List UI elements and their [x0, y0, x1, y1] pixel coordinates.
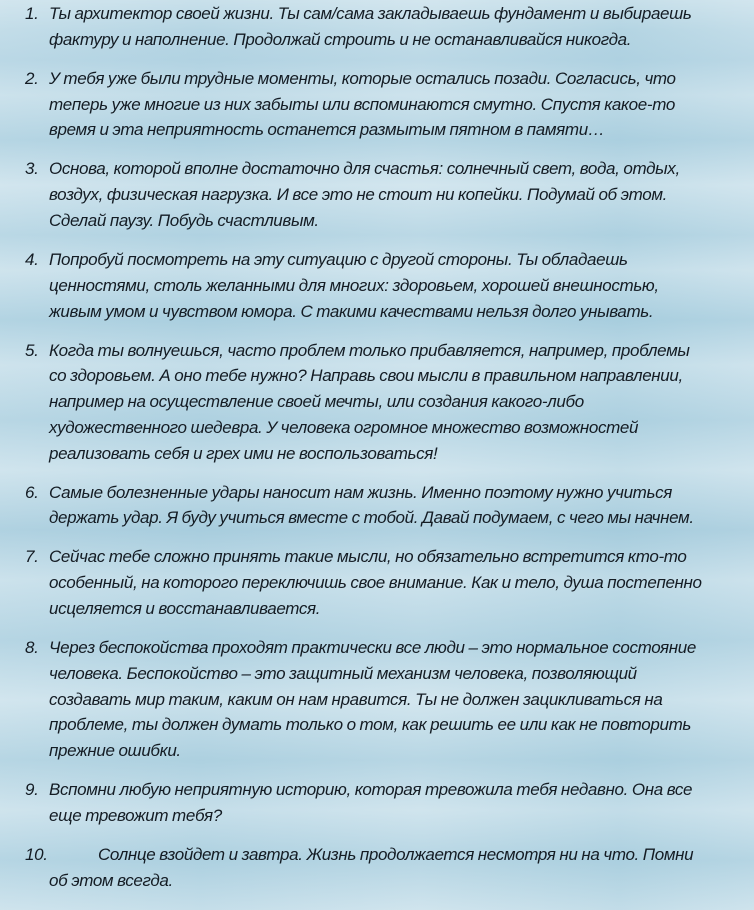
text-line-content: Солнце взойдет и завтра. Жизнь продолжается несмотря ни на что. Помни [98, 845, 694, 864]
text-line: проблеме, ты должен думать только о том, как решить ее или как не повторить [49, 715, 691, 735]
text-line: У тебя уже были трудные моменты, которые остались позади. Согласись, что [49, 68, 676, 88]
text-line: художественного шедевра. У человека огромное множество возможностей [49, 417, 639, 437]
list-item-7 [0, 544, 754, 621]
list-item-9 [0, 777, 754, 829]
text-line: со здоровьем. А оно тебе нужно? Направь свои мысли в правильном направлении, [49, 366, 683, 386]
item-number: 7. [25, 547, 39, 567]
text-line: Когда ты волнуешься, часто проблем только прибавляется, например, проблемы [49, 340, 690, 360]
text-line: Вспомни любую неприятную историю, которая тревожила тебя недавно. Она все [49, 780, 693, 800]
text-line: исцеляется и восстанавливается. [49, 599, 321, 619]
item-number: 9. [25, 780, 39, 800]
item-text [49, 842, 750, 894]
text-line: Сделай паузу. Побудь счастливым. [49, 210, 319, 230]
text-line: держать удар. Я буду учиться вместе с тобой. Давай подумаем, с чего мы начнем. [49, 508, 694, 528]
item-number: 2. [25, 68, 39, 88]
text-line: Самые болезненные удары наносит нам жизнь. Именно поэтому нужно учиться [49, 482, 672, 502]
item-text [49, 777, 750, 829]
text-line: Ты архитектор своей жизни. Ты сам/сама закладываешь фундамент и выбираешь [49, 4, 692, 23]
numbered-list [0, 1, 754, 894]
list-item-8 [0, 635, 754, 764]
item-number: 5. [25, 340, 39, 360]
text-line: об этом всегда. [49, 870, 173, 890]
item-number: 4. [25, 249, 39, 269]
list-item-5 [0, 338, 754, 467]
list-item-3 [0, 156, 754, 233]
item-number: 3. [25, 159, 39, 179]
item-number: 1. [25, 4, 39, 23]
item-number: 8. [25, 638, 39, 658]
text-line: особенный, на которого переключишь свое внимание. Как и тело, душа постепенно [49, 573, 702, 593]
text-line [49, 842, 750, 868]
text-line: Сейчас тебе сложно принять такие мысли, но обязательно встретится кто-то [49, 547, 687, 567]
item-text [49, 635, 750, 764]
text-line: время и эта неприятность останется размытым пятном в памяти… [49, 120, 605, 140]
text-line: человека. Беспокойство – это защитный механизм человека, позволяющий [49, 663, 637, 683]
list-item-1 [0, 1, 754, 53]
item-text [49, 1, 750, 53]
text-line: реализовать себя и грех ими не воспользоваться! [49, 443, 438, 463]
text-line: фактуру и наполнение. Продолжай строить и не останавливайся никогда. [49, 29, 632, 49]
text-line: теперь уже многие из них забыты или вспоминаются смутно. Спустя какое-то [49, 94, 675, 114]
text-line: например на осуществление своей мечты, или создания какого-либо [49, 392, 584, 412]
text-line: прежние ошибки. [49, 741, 181, 761]
text-line: еще тревожит тебя? [49, 806, 222, 826]
text-line: Основа, которой вполне достаточно для счастья: солнечный свет, вода, отдых, [49, 159, 680, 179]
item-text [49, 544, 750, 621]
item-text [49, 338, 750, 467]
item-text [49, 247, 750, 324]
item-number: 10. [25, 845, 48, 864]
item-text [49, 66, 750, 143]
list-item-4 [0, 247, 754, 324]
text-line: Попробуй посмотреть на эту ситуацию с другой стороны. Ты обладаешь [49, 249, 628, 269]
item-text [49, 156, 750, 233]
list-item-6 [0, 480, 754, 532]
text-line: Через беспокойства проходят практически все люди – это нормальное состояние [49, 638, 696, 658]
item-number: 6. [25, 482, 39, 502]
text-line: ценностями, столь желанными для многих: здоровьем, хорошей внешностью, [49, 275, 659, 295]
list-item-10 [0, 842, 754, 894]
item-text [49, 480, 750, 532]
text-line: создавать мир таким, каким он нам нравится. Ты не должен зацикливаться на [49, 689, 663, 709]
text-line: живым умом и чувством юмора. С такими качествами нельзя долго унывать. [49, 301, 654, 321]
list-item-2 [0, 66, 754, 143]
text-line: воздух, физическая нагрузка. И все это не стоит ни копейки. Подумай об этом. [49, 185, 668, 205]
